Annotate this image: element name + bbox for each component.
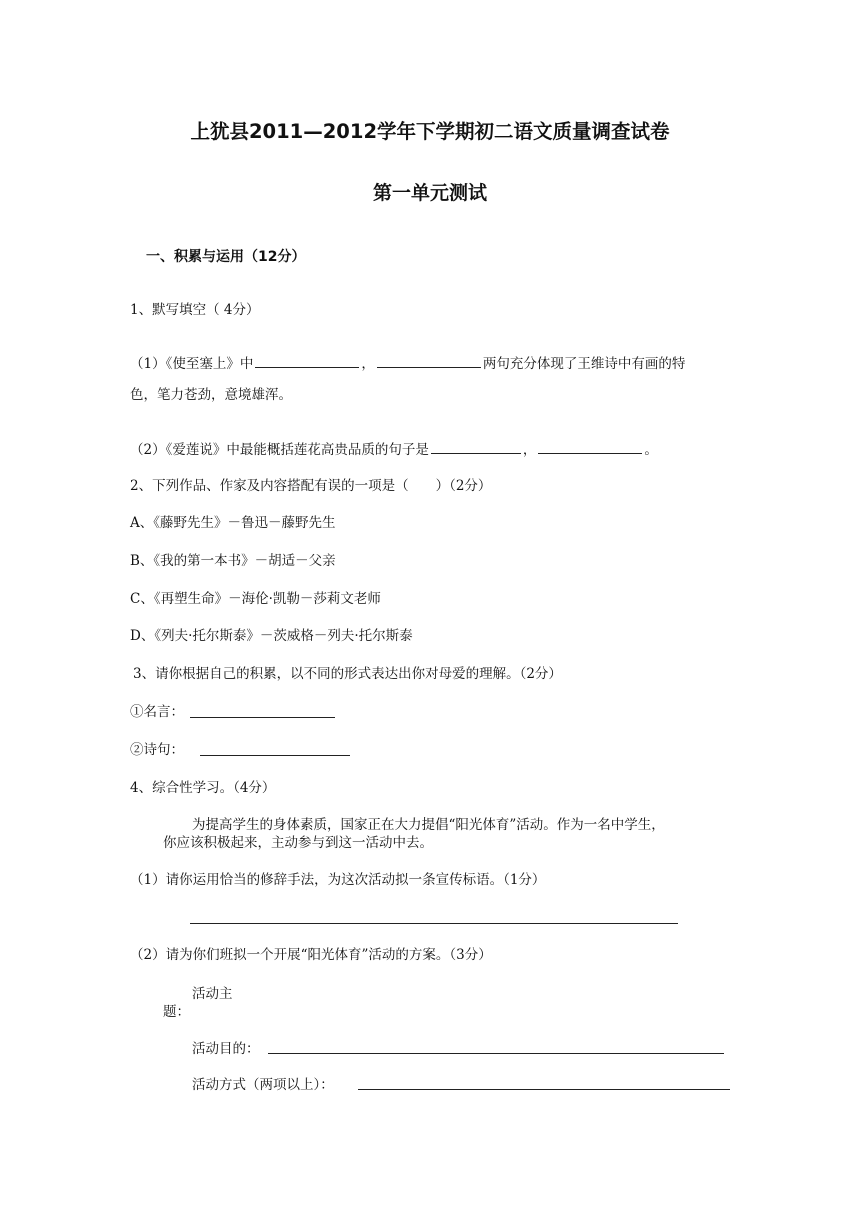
q1-part1-suffix: 两句充分体现了王维诗中有画的特 <box>482 356 686 372</box>
poem-label: ②诗句： <box>130 742 184 758</box>
activity-purpose-line[interactable] <box>268 1053 724 1054</box>
question-3-label: 3、请你根据自己的积累，以不同的形式表达出你对母爱的理解。（2分） <box>133 666 562 682</box>
motto-label: ①名言： <box>130 704 184 720</box>
answer-blank[interactable] <box>431 439 521 454</box>
question-1-part-1 <box>130 353 685 373</box>
activity-theme-label: 活动主 <box>192 986 233 1002</box>
q1-part2-comma: ， <box>522 442 537 458</box>
question-4-paragraph-line-2: 你应该积极起来，主动参与到这一活动中去。 <box>163 835 433 851</box>
question-1-part-1-line-2: 色，笔力苍劲，意境雄浑。 <box>130 387 292 403</box>
option-d: D、《列夫·托尔斯泰》－茨威格－列夫·托尔斯泰 <box>130 628 413 644</box>
activity-theme-label-cont: 题： <box>163 1004 190 1020</box>
answer-blank[interactable] <box>255 353 359 368</box>
q1-part1-prefix: （1）《使至塞上》中 <box>130 356 254 372</box>
option-c: C、《再塑生命》－海伦·凯勒－莎莉文老师 <box>130 591 381 607</box>
question-4-sub-1: （1）请你运用恰当的修辞手法，为这次活动拟一条宣传标语。（1分） <box>130 872 546 888</box>
exam-title: 上犹县2011—2012学年下学期初二语文质量调查试卷 <box>190 120 670 143</box>
option-a: A、《藤野先生》－鲁迅－藤野先生 <box>130 515 336 531</box>
option-b: B、《我的第一本书》－胡适－父亲 <box>130 553 336 569</box>
activity-method-label: 活动方式（两项以上）： <box>192 1077 334 1093</box>
q1-part2-prefix: （2）《爱莲说》中最能概括莲花高贵品质的句子是 <box>130 442 429 458</box>
motto-answer-line[interactable] <box>190 717 335 718</box>
activity-purpose-label: 活动目的： <box>192 1041 260 1057</box>
q1-part1-comma: ， <box>361 356 375 372</box>
q1-part2-end: 。 <box>644 442 658 458</box>
slogan-answer-line[interactable] <box>190 923 678 924</box>
exam-subtitle: 第一单元测试 <box>372 182 487 204</box>
question-1-part-2 <box>130 439 658 459</box>
question-4-label: 4、综合性学习。（4分） <box>130 780 276 796</box>
question-1-label: 1、默写填空（ 4分） <box>130 302 260 318</box>
activity-method-line[interactable] <box>358 1089 730 1090</box>
question-2-label: 2、下列作品、作家及内容搭配有误的一项是（ ）（2分） <box>130 478 492 494</box>
question-4-paragraph-line-1: 为提高学生的身体素质，国家正在大力提倡“阳光体育”活动。作为一名中学生， <box>192 817 665 833</box>
answer-blank[interactable] <box>538 439 642 454</box>
answer-blank[interactable] <box>377 353 481 368</box>
poem-answer-line[interactable] <box>200 755 350 756</box>
section-heading: 一、积累与运用（12分） <box>146 249 306 265</box>
question-4-sub-2: （2）请为你们班拟一个开展“阳光体育”活动的方案。（3分） <box>130 947 492 963</box>
